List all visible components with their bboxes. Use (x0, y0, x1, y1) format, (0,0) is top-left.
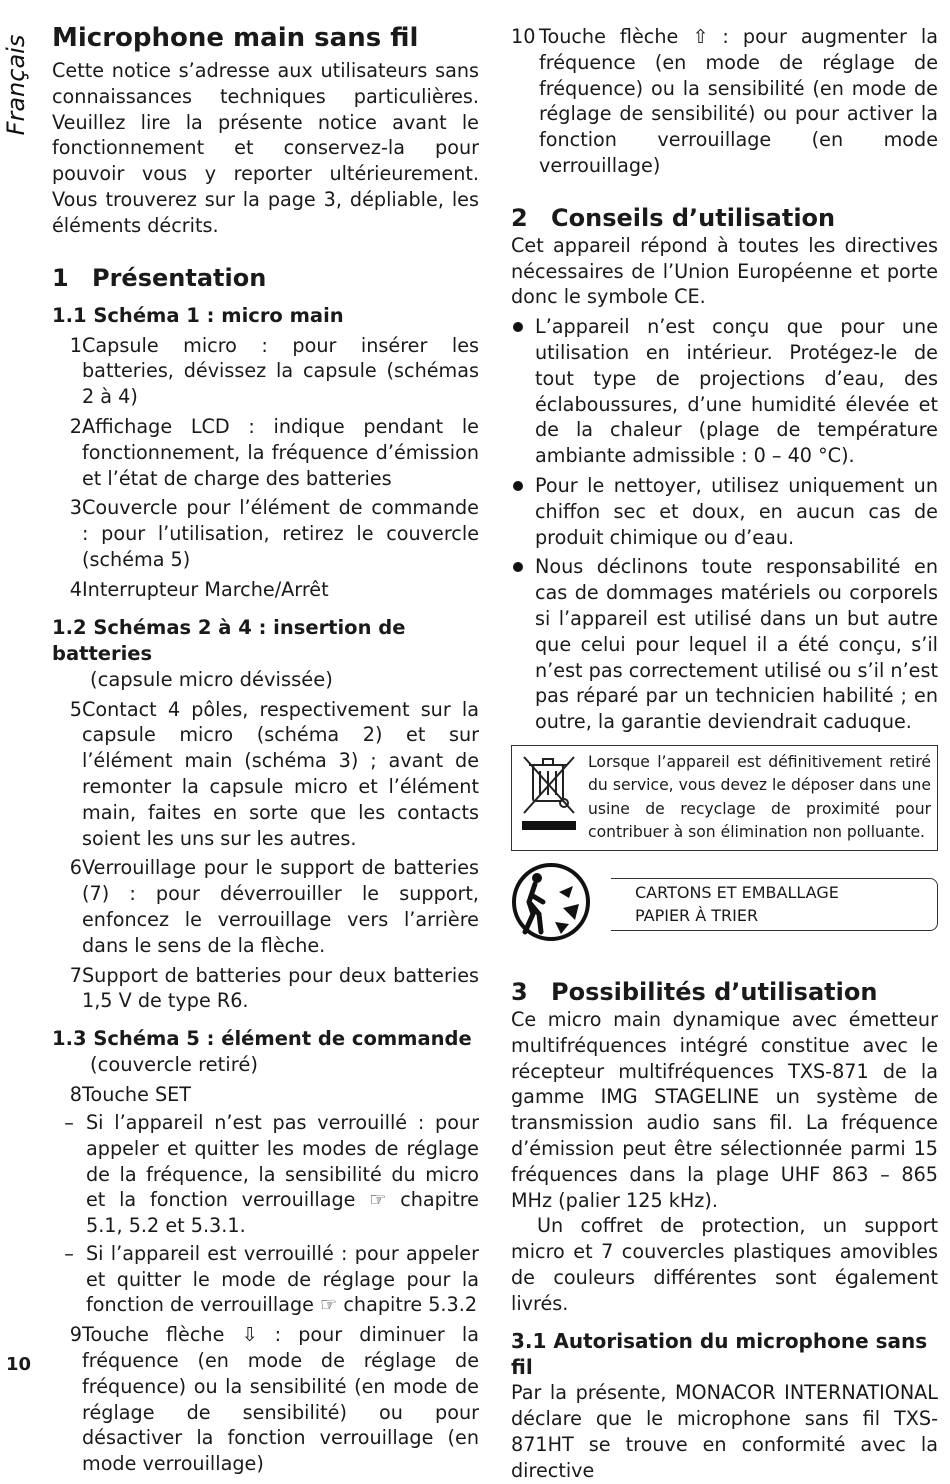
subsection-1-1-heading: 1.1 Schéma 1 : micro main (52, 303, 344, 327)
dash-text: Si l’appareil est verrouillé : pour appeler et quitter le mode de réglage pour la fonction de verrouillage ☞ chapitre 5.3.2 (86, 1241, 479, 1317)
item-text: Affichage LCD : indique pendant le fonctionnement, la fréquence d’émission et l’état de charge des batteries (82, 414, 479, 490)
list-item (52, 1082, 479, 1108)
dash-text: Si l’appareil n’est pas verrouillé : pour appeler et quitter les modes de réglage de la fréquence, la sensibilité du micro et la fonction verrouillage ☞ chapitre 5.1, 5.2 et 5.3.1. (86, 1110, 479, 1238)
item-number: 6 (69, 856, 82, 880)
section-3-heading (511, 977, 938, 1007)
section-title: Présentation (92, 263, 267, 292)
item-text: Support de batteries pour deux batteries 1,5 V de type R6. (82, 963, 479, 1013)
recycling-line: CARTONS ET EMBALLAGE (635, 883, 839, 903)
list-item (52, 963, 479, 1015)
item-text: Couvercle pour l’élément de commande : pour l’utilisation, retirez le couvercle (schéma 5) (82, 496, 479, 571)
item-number: 4 (69, 577, 82, 601)
recycling-notice (511, 865, 938, 945)
bullet-item (511, 473, 938, 550)
item-number: 2 (69, 414, 82, 438)
disposal-notice (511, 745, 938, 851)
subsection-3-1-paragraph: Par la présente, MONACOR INTERNATIONAL déclare que le microphone sans fil TXS-871HT se trouve en conformité avec la directive (511, 1381, 938, 1482)
disposal-text: Lorsque l’appareil est définitivement retiré du service, vous devez le déposer dans une usine de recyclage de proximité pour contribuer à son élimination non polluante. (588, 752, 931, 842)
section-3-paragraph: Ce micro main dynamique avec émetteur multifréquences intégré constitue avec le récepteur multifréquences TXS-871 de la gamme IMG STAGELINE un système de transmission audio sans fil. La fréquence d’émission peut être sélectionnée parmi 15 fréquences dans la plage UHF 863 – 865 MHz (palier 125 kHz). (511, 1007, 938, 1212)
section-3-paragraph: Un coffret de protection, un support micro et 7 couvercles plastiques amovibles de couleurs différentes sont également livrés. (511, 1214, 938, 1315)
item-text: Contact 4 pôles, respectivement sur la capsule micro (schéma 2) et sur l’élément main (schéma 3) ; avant de remonter la capsule micro et l’élément main, faites en sorte que les contacts soient les uns sur les autres. (82, 697, 479, 850)
bullet-item (511, 314, 938, 469)
item-text: Interrupteur Marche/Arrêt (82, 577, 329, 601)
page-title: Microphone main sans fil (52, 23, 419, 53)
list-item (52, 414, 479, 491)
list-item (52, 495, 479, 572)
list-item (52, 855, 479, 958)
dash-marker: – (64, 1110, 74, 1134)
list-item (52, 577, 479, 603)
recycling-label (611, 878, 938, 931)
item-number: 7 (69, 963, 82, 987)
recycling-line: PAPIER À TRIER (635, 905, 759, 925)
crossed-bin-icon (518, 751, 582, 845)
list-item (52, 697, 479, 852)
intro-paragraph: Cette notice s’adresse aux utilisateurs sans connaissances techniques particulières. Veuillez lire la présente notice avant le fonctionnement et conservez-la pour pouvoir vous y reporter ultérieurement. Vous trouverez sur la page 3, dépliable, les éléments décrits. (52, 59, 479, 237)
item-text: Verrouillage pour le support de batteries (7) : pour déverrouiller le support, enfoncez le verrouillage vers l’arrière dans le sens de la flèche. (82, 856, 479, 957)
subsection-note: (couvercle retiré) (90, 1053, 258, 1077)
subsection-title: 1.3 Schéma 5 : élément de commande (52, 1027, 472, 1051)
section-1-heading (52, 263, 479, 293)
recycle-person-icon (511, 862, 601, 949)
dash-marker: – (64, 1241, 74, 1265)
page-number: 10 (6, 1354, 32, 1375)
list-item (52, 333, 479, 410)
item-text: Capsule micro : pour insérer les batteries, dévissez la capsule (schémas 2 à 4) (82, 333, 479, 409)
bullet-dot (511, 314, 535, 469)
subsection-1-2-heading (52, 615, 479, 693)
bullet-dot (511, 473, 535, 550)
item-number: 10 (511, 25, 536, 48)
subsection-1-3-heading (52, 1026, 479, 1078)
section-number: 3 (511, 977, 528, 1006)
item-text: Touche flèche ⇧ : pour augmenter la fréquence (en mode de réglage de fréquence) ou la sensibilité (en mode de réglage de sensibilité) ou pour activer la fonction verrouillage (en mode verrouillage) (539, 25, 938, 177)
bullet-text: L’appareil n’est conçu que pour une utilisation en intérieur. Protégez-le de tout type de projections d’eau, des éclaboussures, d’une humidité élevée et de la chaleur (plage de température ambiante admissible : 0 – 40 °C). (535, 315, 938, 468)
section-title: Conseils d’utilisation (551, 203, 836, 232)
item-number: 3 (69, 496, 82, 520)
section-2-heading (511, 203, 938, 233)
item-text: Touche SET (82, 1083, 191, 1107)
left-column (52, 22, 479, 1477)
right-column (511, 24, 938, 1484)
bullet-text: Pour le nettoyer, utilisez uniquement un chiffon sec et doux, en aucun cas de produit chimique ou d’eau. (535, 473, 938, 549)
subsection-title: 1.2 Schémas 2 à 4 : insertion de batteries (52, 615, 406, 665)
item-text: Touche flèche ⇩ : pour diminuer la fréquence (en mode de réglage de fréquence) ou la sensibilité (en mode de réglage de sensibilité) ou pour désactiver la fonction verrouillage (en mode verrouillage) (82, 1323, 479, 1476)
subsection-note: (capsule micro dévissée) (90, 667, 333, 691)
bullet-dot (511, 554, 535, 735)
dash-item (52, 1110, 479, 1239)
language-tab (0, 30, 34, 140)
section-number: 1 (52, 263, 69, 292)
language-label: Français (2, 34, 30, 136)
section-title: Possibilités d’utilisation (551, 977, 878, 1006)
list-item (52, 1322, 479, 1477)
section-2-intro: Cet appareil répond à toutes les directives nécessaires de l’Union Européenne et porte donc le symbole CE. (511, 233, 938, 309)
section-number: 2 (511, 203, 528, 232)
item-number: 8 (69, 1083, 82, 1107)
item-number: 1 (69, 333, 82, 357)
bullet-text: Nous déclinons toute responsabilité en cas de dommages matériels ou corporels si l’appareil est utilisé dans un but autre que celui pour lequel il a été conçu, s’il n’est pas correctement utilisé ou s’il n’est pas réparé par un technicien habilité ; en outre, la garantie deviendrait caduque. (535, 555, 939, 734)
bullet-item (511, 554, 938, 735)
item-number: 5 (69, 697, 82, 721)
item-number: 9 (69, 1323, 82, 1347)
list-item (511, 24, 938, 179)
subsection-3-1-heading: 3.1 Autorisation du microphone sans fil (511, 1329, 928, 1380)
dash-item (52, 1241, 479, 1318)
